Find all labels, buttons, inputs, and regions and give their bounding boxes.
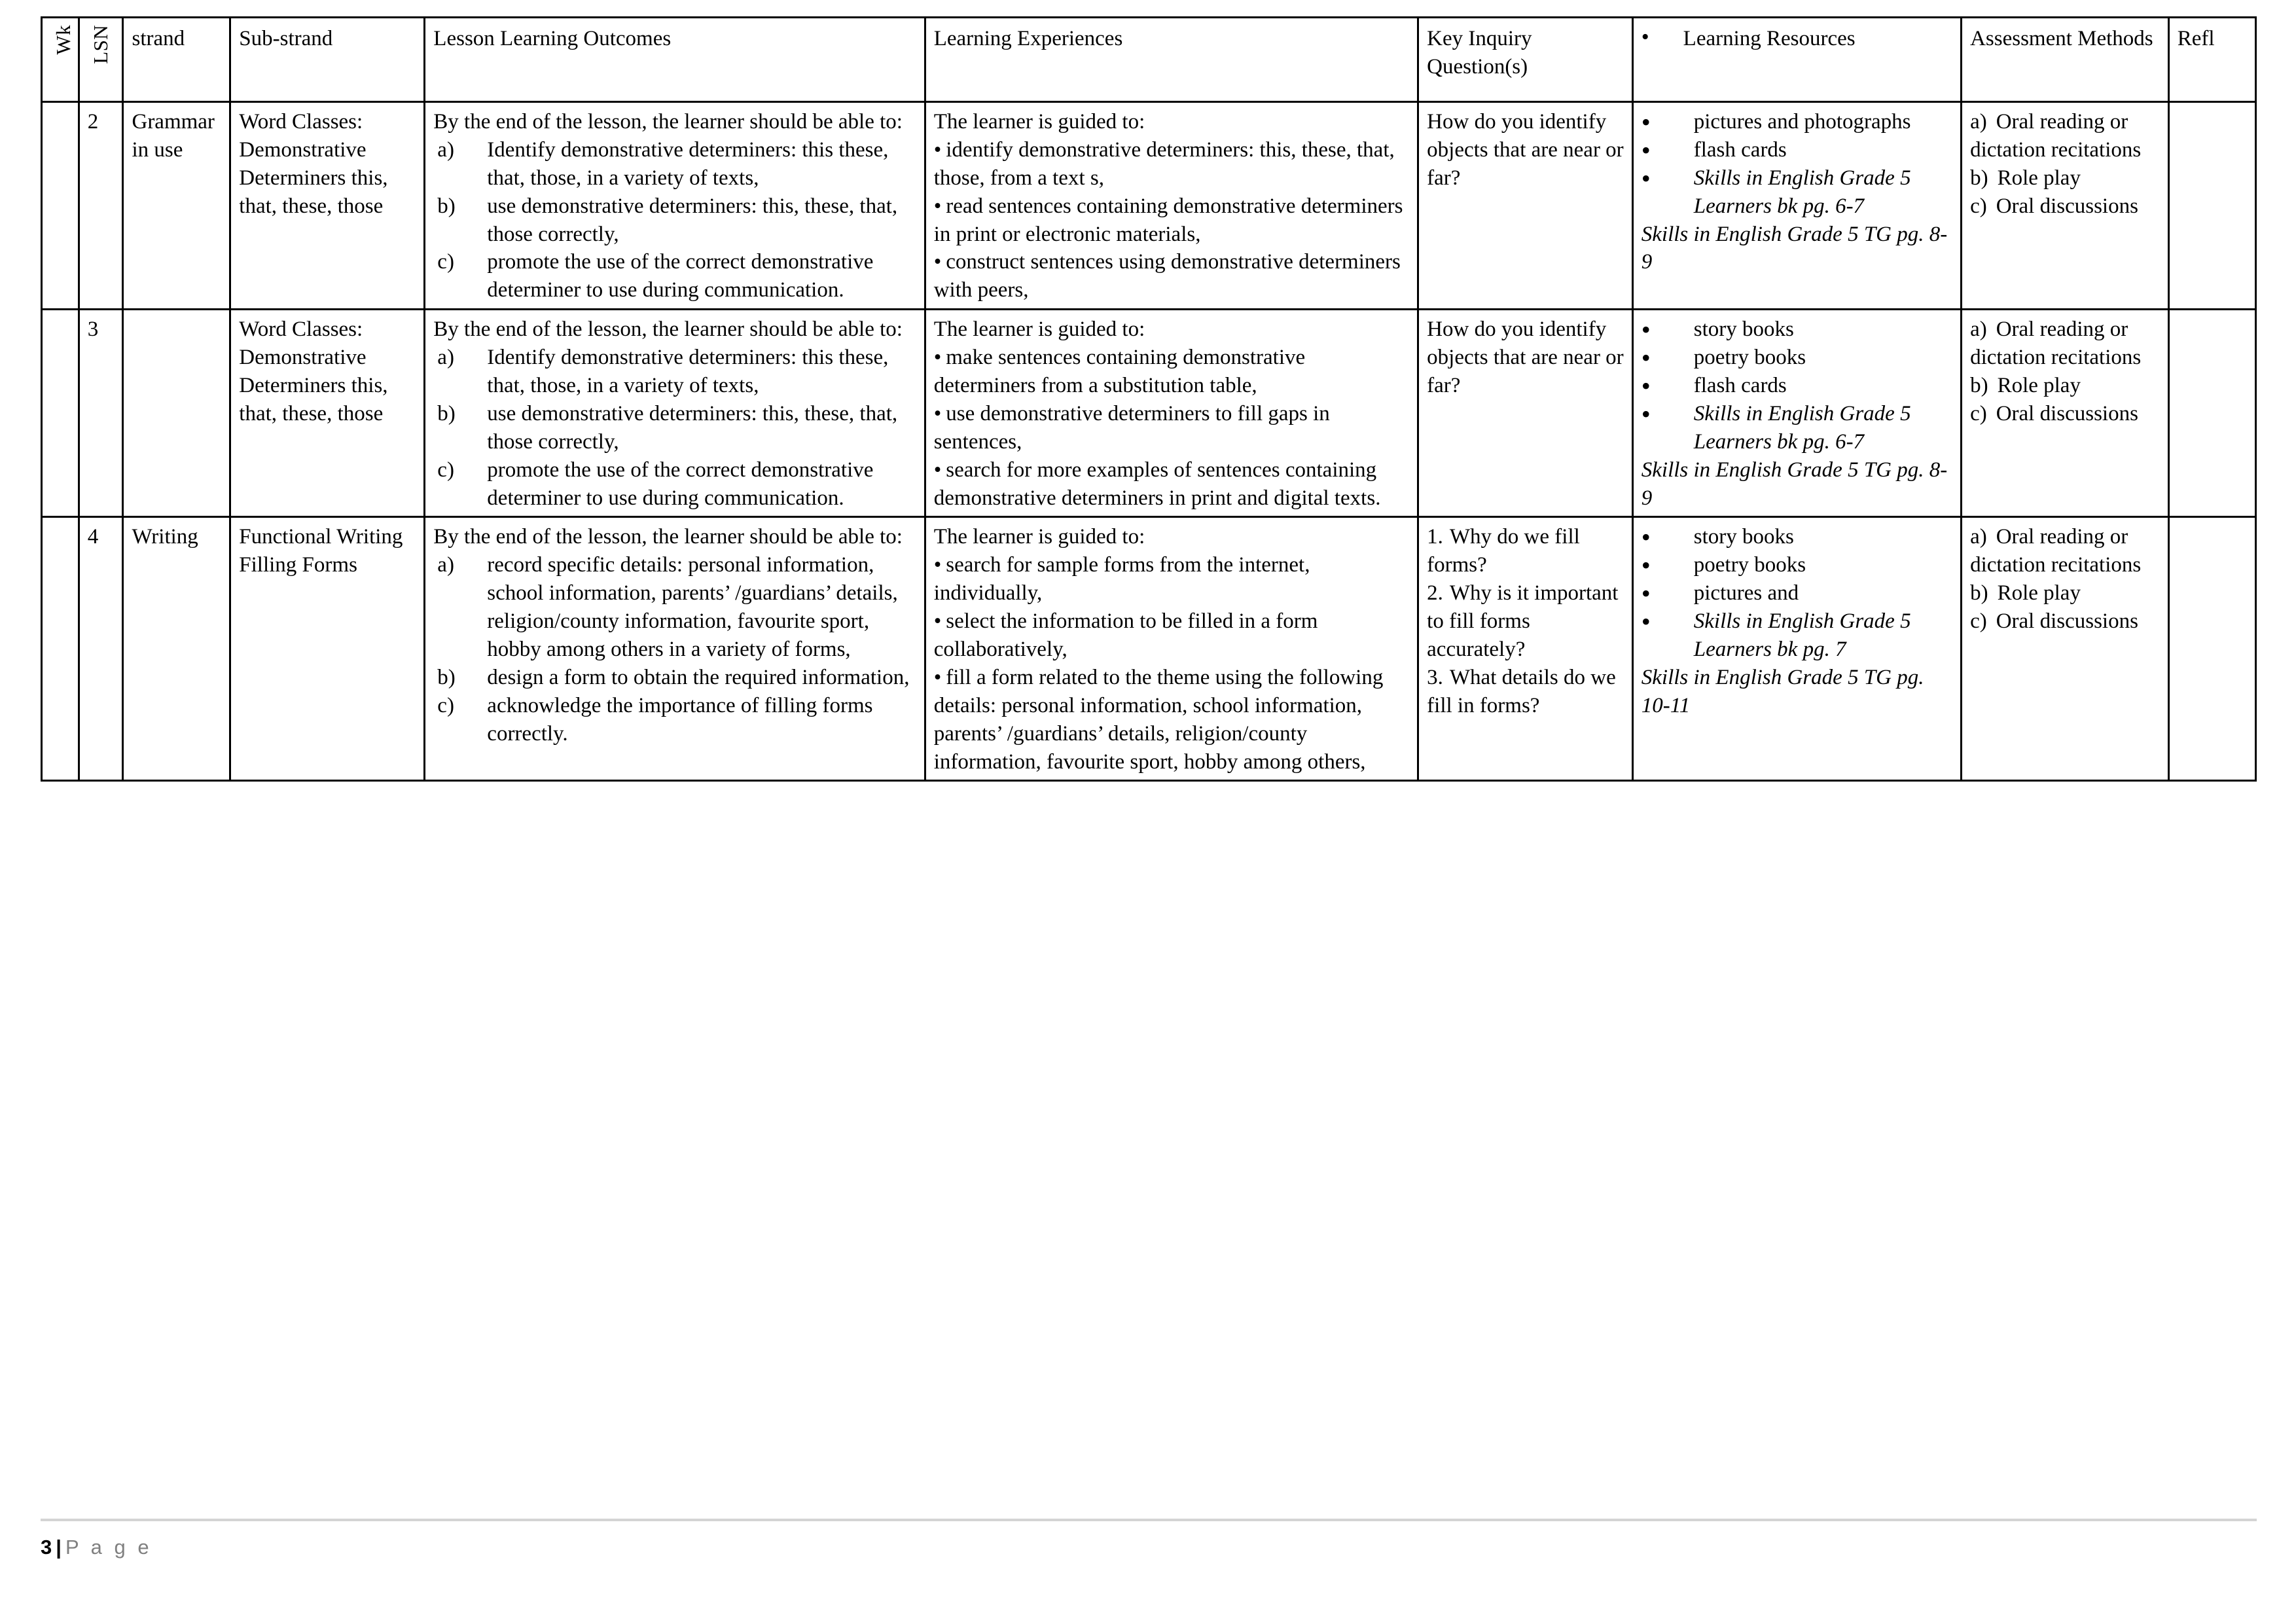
- learning-experience-item: [934, 551, 1410, 607]
- assessment-method-text: Oral discussions: [1996, 401, 2138, 425]
- cell-strand: [123, 310, 230, 517]
- learning-experience-text: fill a form related to the theme using the following details: personal information, school information, parents’ /guardians’ details, religion/county information, favourite sport, hobby among others,: [933, 665, 1384, 774]
- bullet-icon: •: [1641, 135, 1651, 165]
- bullet-icon: •: [1641, 399, 1651, 429]
- sub-strand-value: Functional Writing Filling Forms: [239, 525, 403, 577]
- cell-refl: [2168, 102, 2255, 310]
- key-inquiry-question-item: [1427, 523, 1625, 579]
- cell-lsn: [79, 102, 123, 310]
- bullet-icon: •: [1641, 315, 1651, 345]
- learning-resource-item: [1641, 136, 1954, 164]
- cell-assessment-methods: [1962, 517, 2169, 781]
- learning-resource-item: [1641, 523, 1954, 551]
- cell-assessment-methods: [1962, 310, 2169, 517]
- key-inquiry-question-marker: 2.: [1427, 581, 1443, 605]
- header-learning-experiences: Learning Experiences: [925, 18, 1418, 102]
- bullet-icon: •: [1641, 107, 1651, 137]
- llo-item-text: Identify demonstrative determiners: this these, that, those, in a variety of texts,: [487, 346, 889, 398]
- table-header-row: [42, 18, 2256, 102]
- key-inquiry-question-item: [1427, 664, 1625, 720]
- key-inquiry-question-text: Why is it important to fill forms accurately?: [1427, 581, 1619, 662]
- llo-lead: By the end of the lesson, the learner should be able to:: [433, 525, 903, 549]
- learning-resource-item: [1641, 344, 1954, 372]
- header-wk: [42, 18, 79, 102]
- learning-resource-text: Skills in English Grade 5 Learners bk pg. 7: [1693, 609, 1911, 662]
- bullet-icon: •: [933, 346, 942, 370]
- llo-list: [433, 136, 917, 304]
- cell-learning-resources: [1632, 102, 1961, 310]
- lsn-value: 3: [87, 317, 99, 342]
- llo-item-marker: b): [437, 194, 456, 218]
- assessment-methods-list: [1970, 108, 2161, 221]
- cell-wk: [42, 517, 79, 781]
- table-body: [42, 102, 2256, 781]
- llo-list: [433, 551, 917, 748]
- cell-wk: [42, 102, 79, 310]
- assessment-method-marker: b): [1970, 166, 1988, 190]
- key-inquiry-question-text: How do you identify objects that are near or far?: [1427, 317, 1624, 398]
- le-lead: The learner is guided to:: [933, 317, 1145, 342]
- key-inquiry-question-item: [1427, 579, 1625, 664]
- assessment-method-text: Role play: [1997, 166, 2081, 190]
- key-inquiry-question-text: How do you identify objects that are near or far?: [1427, 110, 1624, 190]
- learning-resource-item: [1641, 551, 1954, 579]
- cell-wk: [42, 310, 79, 517]
- cell-refl: [2168, 517, 2255, 781]
- cell-refl: [2168, 310, 2255, 517]
- assessment-method-text: Oral reading or dictation recitations: [1970, 525, 2142, 577]
- learning-resource-text: poetry books: [1693, 346, 1806, 370]
- sub-strand-value: Word Classes: Demonstrative Determiners this, that, these, those: [239, 110, 388, 218]
- learning-experience-item: [934, 248, 1410, 304]
- assessment-method-item: [1970, 108, 2161, 164]
- header-key-inquiry-questions: Key Inquiry Question(s): [1418, 18, 1633, 102]
- llo-item-marker: b): [437, 665, 456, 689]
- learning-resource-item: [1641, 372, 1954, 400]
- learning-experiences-list: [934, 136, 1410, 304]
- learning-resource-text: flash cards: [1693, 374, 1787, 398]
- cell-lsn: [79, 310, 123, 517]
- cell-learning-resources: [1632, 310, 1961, 517]
- learning-experience-text: search for sample forms from the internet, individually,: [933, 553, 1310, 605]
- learning-experience-text: use demonstrative determiners to fill gaps in sentences,: [933, 401, 1330, 454]
- lsn-value: 2: [87, 110, 99, 134]
- assessment-method-marker: a): [1970, 110, 1987, 134]
- bullet-icon: •: [933, 137, 942, 162]
- assessment-method-item: [1970, 192, 2161, 221]
- assessment-method-marker: a): [1970, 525, 1987, 549]
- learning-resources-list: [1641, 316, 1954, 456]
- cell-strand: [123, 102, 230, 310]
- cell-lesson-learning-outcomes: [425, 102, 925, 310]
- bullet-icon: •: [933, 458, 942, 482]
- assessment-method-marker: a): [1970, 317, 1987, 342]
- header-refl: Refl: [2168, 18, 2255, 102]
- learning-experience-text: read sentences containing demonstrative determiners in print or electronic materials,: [933, 194, 1403, 246]
- bullet-icon: •: [933, 250, 942, 274]
- header-sub-strand: Sub-strand: [230, 18, 425, 102]
- assessment-method-text: Oral discussions: [1996, 609, 2138, 634]
- learning-experiences-list: [934, 344, 1410, 512]
- llo-item: [433, 136, 917, 192]
- table-row: [42, 517, 2256, 781]
- llo-item-text: acknowledge the importance of filling forms correctly.: [487, 693, 873, 746]
- cell-key-inquiry-questions: [1418, 102, 1633, 310]
- lsn-value: 4: [87, 525, 99, 549]
- assessment-method-item: [1970, 579, 2161, 607]
- header-lsn-label: LSN: [88, 25, 112, 64]
- learning-resource-text: pictures and photographs: [1693, 110, 1911, 134]
- learning-experience-item: [934, 192, 1410, 249]
- assessment-method-item: [1970, 607, 2161, 636]
- assessment-method-text: Oral reading or dictation recitations: [1970, 110, 2142, 162]
- llo-item: [433, 551, 917, 664]
- bullet-icon: •: [1641, 163, 1651, 193]
- cell-sub-strand: [230, 310, 425, 517]
- learning-resources-list: [1641, 523, 1954, 663]
- learning-resource-text: flash cards: [1693, 137, 1787, 162]
- learning-resource-item: [1641, 607, 1954, 664]
- page-footer: [41, 1519, 2257, 1559]
- llo-item-text: use demonstrative determiners: this, these, that, those correctly,: [487, 194, 898, 246]
- assessment-method-item: [1970, 164, 2161, 192]
- learning-resource-tail: Skills in English Grade 5 TG pg. 10-11: [1641, 665, 1924, 717]
- learning-experiences-list: [934, 551, 1410, 776]
- header-assessment-methods: Assessment Methods: [1962, 18, 2169, 102]
- learning-experience-item: [934, 664, 1410, 776]
- cell-sub-strand: [230, 102, 425, 310]
- cell-learning-experiences: [925, 517, 1418, 781]
- learning-resource-item: [1641, 316, 1954, 344]
- le-lead: The learner is guided to:: [933, 110, 1145, 134]
- cell-lsn: [79, 517, 123, 781]
- strand-value: Writing: [132, 525, 198, 549]
- cell-sub-strand: [230, 517, 425, 781]
- bullet-icon: •: [1641, 343, 1651, 373]
- bullet-icon: •: [1641, 579, 1651, 609]
- llo-item-marker: a): [437, 346, 454, 370]
- llo-item-marker: a): [437, 137, 454, 162]
- bullet-icon: •: [933, 401, 942, 425]
- learning-experience-item: [934, 456, 1410, 513]
- bullet-icon: •: [1641, 522, 1651, 552]
- key-inquiry-question-marker: 1.: [1427, 525, 1443, 549]
- cell-lesson-learning-outcomes: [425, 310, 925, 517]
- scheme-of-work-table: [41, 16, 2257, 782]
- cell-key-inquiry-questions: [1418, 310, 1633, 517]
- table-row: [42, 102, 2256, 310]
- llo-item: [433, 248, 917, 304]
- llo-item-marker: a): [437, 553, 454, 577]
- assessment-method-marker: b): [1970, 374, 1988, 398]
- header-strand: strand: [123, 18, 230, 102]
- llo-item-text: design a form to obtain the required information,: [487, 665, 910, 689]
- footer-separator: |: [56, 1536, 62, 1559]
- learning-experience-item: [934, 607, 1410, 664]
- learning-resource-text: Skills in English Grade 5 Learners bk pg. 6-7: [1693, 166, 1911, 218]
- assessment-method-text: Role play: [1997, 374, 2081, 398]
- footer-page-word: P a g e: [65, 1536, 152, 1559]
- assessment-methods-list: [1970, 523, 2161, 636]
- bullet-icon: •: [933, 609, 942, 634]
- llo-item: [433, 692, 917, 748]
- llo-item-text: promote the use of the correct demonstrative determiner to use during communication.: [487, 458, 874, 510]
- learning-experience-item: [934, 136, 1410, 192]
- key-inquiry-question-text: What details do we fill in forms?: [1427, 665, 1616, 717]
- learning-experience-item: [934, 400, 1410, 456]
- learning-resource-text: pictures and: [1693, 581, 1799, 605]
- assessment-method-marker: c): [1970, 401, 1987, 425]
- learning-experience-item: [934, 344, 1410, 400]
- cell-learning-experiences: [925, 310, 1418, 517]
- learning-resource-text: story books: [1693, 525, 1794, 549]
- assessment-methods-list: [1970, 316, 2161, 428]
- assessment-method-text: Oral reading or dictation recitations: [1970, 317, 2142, 370]
- llo-item-text: promote the use of the correct demonstrative determiner to use during communication.: [487, 250, 874, 302]
- learning-resource-text: Skills in English Grade 5 Learners bk pg. 6-7: [1693, 401, 1911, 454]
- header-lsn: [79, 18, 123, 102]
- learning-resource-item: [1641, 164, 1954, 221]
- cell-assessment-methods: [1962, 102, 2169, 310]
- llo-item-marker: c): [437, 250, 454, 274]
- header-lesson-learning-outcomes: Lesson Learning Outcomes: [425, 18, 925, 102]
- assessment-method-item: [1970, 372, 2161, 400]
- learning-resource-tail: Skills in English Grade 5 TG pg. 8-9: [1641, 222, 1948, 274]
- table-row: [42, 310, 2256, 517]
- cell-lesson-learning-outcomes: [425, 517, 925, 781]
- learning-experience-text: construct sentences using demonstrative determiners with peers,: [933, 250, 1401, 302]
- assessment-method-marker: b): [1970, 581, 1988, 605]
- learning-resource-tail: Skills in English Grade 5 TG pg. 8-9: [1641, 458, 1948, 510]
- assessment-method-item: [1970, 316, 2161, 372]
- llo-item-marker: c): [437, 693, 454, 717]
- llo-lead: By the end of the lesson, the learner should be able to:: [433, 110, 903, 134]
- header-learning-resources-label: Learning Resources: [1683, 27, 1856, 50]
- bullet-icon: •: [1641, 371, 1651, 401]
- llo-item: [433, 192, 917, 249]
- key-inquiry-question-text: Why do we fill forms?: [1427, 525, 1580, 577]
- learning-resources-list: [1641, 108, 1954, 221]
- learning-experience-text: make sentences containing demonstrative determiners from a substitution table,: [933, 346, 1306, 398]
- key-inquiry-question-marker: 3.: [1427, 665, 1443, 689]
- cell-learning-resources: [1632, 517, 1961, 781]
- learning-experience-text: select the information to be filled in a form collaboratively,: [933, 609, 1318, 662]
- bullet-icon: •: [1641, 25, 1649, 49]
- assessment-method-item: [1970, 523, 2161, 579]
- assessment-method-item: [1970, 400, 2161, 428]
- assessment-method-text: Oral discussions: [1996, 194, 2138, 218]
- bullet-icon: •: [933, 194, 942, 218]
- llo-item-marker: b): [437, 401, 456, 425]
- llo-list: [433, 344, 917, 512]
- llo-item: [433, 664, 917, 692]
- header-wk-label: Wk: [52, 25, 75, 55]
- learning-resource-item: [1641, 108, 1954, 136]
- assessment-method-text: Role play: [1997, 581, 2081, 605]
- bullet-icon: •: [1641, 607, 1651, 637]
- llo-lead: By the end of the lesson, the learner should be able to:: [433, 317, 903, 342]
- header-learning-resources: [1632, 18, 1961, 102]
- cell-learning-experiences: [925, 102, 1418, 310]
- learning-experience-text: search for more examples of sentences containing demonstrative determiners in print and digital texts.: [933, 458, 1381, 510]
- llo-item-text: Identify demonstrative determiners: this these, that, those, in a variety of texts,: [487, 137, 889, 190]
- llo-item: [433, 344, 917, 400]
- footer-page-number: 3: [41, 1536, 52, 1559]
- assessment-method-marker: c): [1970, 194, 1987, 218]
- llo-item-text: use demonstrative determiners: this, these, that, those correctly,: [487, 401, 898, 454]
- strand-value: Grammar in use: [132, 110, 215, 162]
- le-lead: The learner is guided to:: [933, 525, 1145, 549]
- bullet-icon: •: [933, 665, 942, 689]
- learning-experience-text: identify demonstrative determiners: this, these, that, those, from a text s,: [933, 137, 1395, 190]
- llo-item-text: record specific details: personal information, school information, parents’ /guardians’ details, religion/county information, favourite sport, hobby among others in a variety of forms,: [487, 553, 898, 662]
- cell-strand: [123, 517, 230, 781]
- bullet-icon: •: [933, 553, 942, 577]
- learning-resource-item: [1641, 400, 1954, 456]
- llo-item: [433, 456, 917, 513]
- learning-resource-item: [1641, 579, 1954, 607]
- cell-key-inquiry-questions: [1418, 517, 1633, 781]
- llo-item: [433, 400, 917, 456]
- learning-resource-text: poetry books: [1693, 553, 1806, 577]
- learning-resource-text: story books: [1693, 317, 1794, 342]
- bullet-icon: •: [1641, 550, 1651, 581]
- key-inquiry-question-list: [1427, 523, 1625, 719]
- llo-item-marker: c): [437, 458, 454, 482]
- sub-strand-value: Word Classes: Demonstrative Determiners this, that, these, those: [239, 317, 388, 425]
- assessment-method-marker: c): [1970, 609, 1987, 634]
